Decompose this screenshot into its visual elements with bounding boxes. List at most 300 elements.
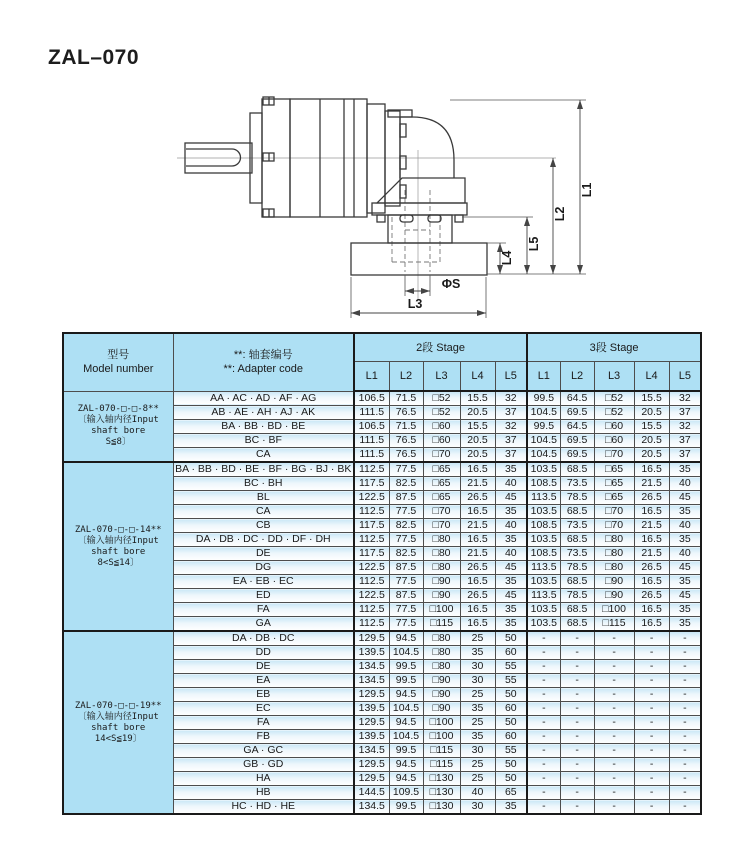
stage3-value-cell: - — [560, 730, 594, 744]
adapter-code-cell: DE — [173, 660, 354, 674]
stage3-value-cell: 108.5 — [527, 547, 560, 561]
stage2-value-cell: 15.5 — [460, 420, 495, 434]
stage3-value-cell: 78.5 — [560, 589, 594, 603]
stage2-value-cell: 25 — [460, 758, 495, 772]
stage3-value-cell: - — [669, 786, 701, 800]
col-header-l5: L5 — [669, 361, 701, 391]
stage3-value-cell: 103.5 — [527, 617, 560, 632]
adapter-code-cell: HC · HD · HE — [173, 800, 354, 815]
stage3-value-cell: 15.5 — [634, 391, 669, 406]
stage3-value-cell: 64.5 — [560, 391, 594, 406]
stage3-value-cell: - — [634, 688, 669, 702]
stage2-value-cell: 21.5 — [460, 547, 495, 561]
adapter-code-header — [173, 333, 354, 391]
stage3-value-cell: 68.5 — [560, 575, 594, 589]
stage3-value-cell: 26.5 — [634, 561, 669, 575]
stage2-value-cell: 139.5 — [354, 702, 389, 716]
gearbox-technical-drawing — [0, 0, 750, 335]
stage3-value-cell: 45 — [669, 589, 701, 603]
stage2-value-cell: 77.5 — [389, 462, 423, 477]
stage2-value-cell: □130 — [423, 786, 460, 800]
stage2-value-cell: □90 — [423, 674, 460, 688]
stage2-value-cell: 32 — [495, 391, 527, 406]
adapter-code-cell: GA — [173, 617, 354, 632]
stage2-value-cell: □100 — [423, 730, 460, 744]
dim-label-l2: L2 — [553, 206, 567, 222]
stage3-value-cell: 20.5 — [634, 406, 669, 420]
stage3-value-cell: - — [634, 660, 669, 674]
stage3-value-cell: □80 — [594, 533, 634, 547]
adapter-code-cell: DA · DB · DC — [173, 631, 354, 646]
stage2-value-cell: 20.5 — [460, 406, 495, 420]
stage3-value-cell: 99.5 — [527, 420, 560, 434]
adapter-header-en: **: Adapter code — [223, 363, 303, 376]
stage3-value-cell: 15.5 — [634, 420, 669, 434]
stage3-value-cell: - — [527, 800, 560, 815]
stage3-value-cell: 69.5 — [560, 406, 594, 420]
adapter-code-cell: GA · GC — [173, 744, 354, 758]
stage2-value-cell: 35 — [460, 730, 495, 744]
stage3-value-cell: - — [560, 660, 594, 674]
stage2-value-cell: □80 — [423, 660, 460, 674]
stage3-value-cell: 37 — [669, 448, 701, 463]
stage3-value-cell: - — [634, 758, 669, 772]
stage2-value-cell: 129.5 — [354, 716, 389, 730]
stage3-value-cell: - — [527, 631, 560, 646]
stage2-value-cell: 144.5 — [354, 786, 389, 800]
stage2-value-cell: 30 — [460, 800, 495, 815]
stage2-value-cell: 77.5 — [389, 575, 423, 589]
stage3-value-cell: 40 — [669, 477, 701, 491]
stage2-value-cell: 35 — [495, 462, 527, 477]
stage2-value-cell: 109.5 — [389, 786, 423, 800]
stage3-value-cell: - — [634, 772, 669, 786]
stage3-value-cell: 69.5 — [560, 448, 594, 463]
stage2-value-cell: □90 — [423, 575, 460, 589]
adapter-code-cell: BC · BH — [173, 477, 354, 491]
stage2-value-cell: 55 — [495, 744, 527, 758]
stage3-value-cell: □70 — [594, 505, 634, 519]
stage2-value-cell: 55 — [495, 660, 527, 674]
stage3-value-cell: - — [669, 660, 701, 674]
stage2-value-cell: 112.5 — [354, 462, 389, 477]
stage3-value-cell: 21.5 — [634, 519, 669, 533]
stage2-value-cell: □70 — [423, 448, 460, 463]
stage3-value-cell: □90 — [594, 589, 634, 603]
stage2-value-cell: □65 — [423, 491, 460, 505]
stage3-value-cell: 68.5 — [560, 617, 594, 632]
stage3-value-cell: 40 — [669, 519, 701, 533]
stage2-value-cell: 94.5 — [389, 631, 423, 646]
stage3-value-cell: □70 — [594, 519, 634, 533]
stage2-value-cell: □90 — [423, 688, 460, 702]
stage3-value-cell: - — [527, 772, 560, 786]
stage3-value-cell: - — [669, 800, 701, 815]
stage3-value-cell: - — [560, 800, 594, 815]
stage2-value-cell: 25 — [460, 716, 495, 730]
stage3-value-cell: 20.5 — [634, 434, 669, 448]
stage3-value-cell: - — [594, 744, 634, 758]
adapter-code-cell: EA · EB · EC — [173, 575, 354, 589]
stage3-value-cell: □70 — [594, 448, 634, 463]
stage2-value-cell: 71.5 — [389, 420, 423, 434]
stage2-value-cell: 40 — [495, 477, 527, 491]
stage3-value-cell: - — [560, 631, 594, 646]
stage2-value-cell: 129.5 — [354, 758, 389, 772]
stage3-value-cell: 73.5 — [560, 477, 594, 491]
stage2-value-cell: 106.5 — [354, 391, 389, 406]
stage2-value-cell: □115 — [423, 744, 460, 758]
stage3-value-cell: - — [560, 744, 594, 758]
adapter-header-zh: **: 轴套编号 — [233, 349, 293, 362]
model-header-zh: 型号 — [107, 349, 130, 362]
stage2-value-cell: □80 — [423, 646, 460, 660]
stage3-value-cell: □80 — [594, 561, 634, 575]
stage3-value-cell: 78.5 — [560, 561, 594, 575]
stage2-value-cell: 99.5 — [389, 744, 423, 758]
stage3-value-cell: 32 — [669, 391, 701, 406]
adapter-code-cell: EC — [173, 702, 354, 716]
stage3-value-cell: 35 — [669, 533, 701, 547]
adapter-code-cell: EA — [173, 674, 354, 688]
stage3-value-cell: 68.5 — [560, 533, 594, 547]
adapter-code-cell: HB — [173, 786, 354, 800]
stage3-value-cell: - — [594, 660, 634, 674]
stage2-value-cell: □80 — [423, 547, 460, 561]
stage2-value-cell: 139.5 — [354, 730, 389, 744]
stage2-value-cell: □52 — [423, 406, 460, 420]
stage3-value-cell: □60 — [594, 434, 634, 448]
stage3-value-cell: - — [669, 646, 701, 660]
col-header-l4: L4 — [460, 361, 495, 391]
stage3-value-cell: 103.5 — [527, 575, 560, 589]
stage2-value-cell: 99.5 — [389, 800, 423, 815]
stage2-value-cell: □65 — [423, 477, 460, 491]
stage2-value-cell: 94.5 — [389, 716, 423, 730]
stage3-value-cell: 108.5 — [527, 477, 560, 491]
stage3-value-cell: - — [669, 744, 701, 758]
stage2-value-cell: 37 — [495, 434, 527, 448]
stage2-value-cell: □90 — [423, 589, 460, 603]
stage3-value-cell: 64.5 — [560, 420, 594, 434]
dim-label-l3: L3 — [407, 297, 423, 311]
stage2-value-cell: 26.5 — [460, 561, 495, 575]
stage3-value-cell: - — [669, 674, 701, 688]
stage2-value-cell: 76.5 — [389, 434, 423, 448]
stage3-value-cell: - — [527, 730, 560, 744]
stage3-value-cell: - — [527, 688, 560, 702]
model-number-header — [63, 333, 173, 391]
table-body — [63, 391, 701, 814]
stage3-value-cell: 108.5 — [527, 519, 560, 533]
stage2-value-cell: 16.5 — [460, 462, 495, 477]
stage3-value-cell: □80 — [594, 547, 634, 561]
stage2-value-cell: 20.5 — [460, 448, 495, 463]
stage2-value-cell: 45 — [495, 491, 527, 505]
stage2-value-cell: 37 — [495, 448, 527, 463]
stage2-value-cell: 122.5 — [354, 491, 389, 505]
stage2-value-cell: □80 — [423, 533, 460, 547]
stage2-value-cell: 35 — [495, 800, 527, 815]
stage2-value-cell: 35 — [495, 603, 527, 617]
stage2-value-cell: □65 — [423, 462, 460, 477]
stage2-value-cell: 35 — [460, 646, 495, 660]
stage3-value-cell: 99.5 — [527, 391, 560, 406]
stage2-value-cell: 94.5 — [389, 772, 423, 786]
stage3-value-cell: 68.5 — [560, 462, 594, 477]
stage3-value-cell: - — [634, 702, 669, 716]
stage2-value-cell: 40 — [460, 786, 495, 800]
stage3-value-cell: □65 — [594, 462, 634, 477]
stage2-value-cell: 60 — [495, 702, 527, 716]
col-header-l5: L5 — [495, 361, 527, 391]
stage3-value-cell: 45 — [669, 561, 701, 575]
table-row — [63, 462, 701, 477]
stage3-value-cell: - — [594, 800, 634, 815]
col-header-l4: L4 — [634, 361, 669, 391]
stage2-value-cell: 99.5 — [389, 674, 423, 688]
stage3-value-cell: - — [634, 631, 669, 646]
stage2-value-cell: 26.5 — [460, 491, 495, 505]
stage2-value-cell: 37 — [495, 406, 527, 420]
stage2-value-cell: 55 — [495, 674, 527, 688]
stage3-value-cell: - — [634, 716, 669, 730]
stage3-value-cell: - — [669, 702, 701, 716]
stage2-value-cell: 99.5 — [389, 660, 423, 674]
model-header-en: Model number — [83, 363, 154, 376]
stage2-value-cell: 35 — [495, 505, 527, 519]
stage3-value-cell: 26.5 — [634, 491, 669, 505]
stage3-value-cell: 37 — [669, 434, 701, 448]
stage2-value-cell: 50 — [495, 716, 527, 730]
stage2-value-cell: 122.5 — [354, 561, 389, 575]
stage2-value-cell: 87.5 — [389, 491, 423, 505]
stage3-value-cell: - — [594, 716, 634, 730]
stage3-value-cell: - — [594, 702, 634, 716]
adapter-code-cell: DG — [173, 561, 354, 575]
adapter-code-cell: DD — [173, 646, 354, 660]
stage2-value-cell: 117.5 — [354, 547, 389, 561]
stage3-value-cell: 40 — [669, 547, 701, 561]
stage3-value-cell: □115 — [594, 617, 634, 632]
stage3-value-cell: - — [594, 730, 634, 744]
stage2-value-cell: □130 — [423, 800, 460, 815]
stage2-value-cell: 139.5 — [354, 646, 389, 660]
stage3-value-cell: □65 — [594, 477, 634, 491]
adapter-code-cell: AA · AC · AD · AF · AG — [173, 391, 354, 406]
adapter-code-cell: BC · BF — [173, 434, 354, 448]
stage2-value-cell: 104.5 — [389, 702, 423, 716]
stage2-value-cell: 82.5 — [389, 519, 423, 533]
stage2-value-cell: 16.5 — [460, 617, 495, 632]
stage2-value-cell: 20.5 — [460, 434, 495, 448]
stage2-value-cell: 111.5 — [354, 448, 389, 463]
stage3-value-cell: - — [669, 730, 701, 744]
stage2-value-cell: 129.5 — [354, 631, 389, 646]
stage3-value-cell: - — [527, 660, 560, 674]
col-header-l3: L3 — [594, 361, 634, 391]
page-title: ZAL–070 — [48, 46, 140, 69]
stage3-value-cell: - — [527, 716, 560, 730]
model-number-cell: ZAL-070-□-□-19** 〔输入轴内径Input shaft bore 14<S≦19〕 — [63, 631, 173, 814]
stage3-value-cell: 16.5 — [634, 575, 669, 589]
stage3-value-cell: - — [594, 674, 634, 688]
stage3-value-cell: 35 — [669, 462, 701, 477]
stage2-value-cell: □100 — [423, 603, 460, 617]
stage2-value-cell: 65 — [495, 786, 527, 800]
stage3-value-cell: - — [634, 786, 669, 800]
adapter-code-cell: CA — [173, 448, 354, 463]
stage2-value-cell: 111.5 — [354, 434, 389, 448]
stage2-value-cell: 112.5 — [354, 575, 389, 589]
stage2-value-cell: 35 — [495, 617, 527, 632]
stage3-value-cell: □52 — [594, 391, 634, 406]
stage3-value-cell: - — [594, 646, 634, 660]
stage2-value-cell: 45 — [495, 561, 527, 575]
stage3-value-cell: 104.5 — [527, 448, 560, 463]
dim-label-l1: L1 — [580, 182, 594, 198]
stage2-value-cell: 77.5 — [389, 533, 423, 547]
stage3-value-cell: 113.5 — [527, 491, 560, 505]
stage3-value-cell: - — [669, 772, 701, 786]
dimension-extension-lines — [351, 100, 586, 318]
stage3-value-cell: 73.5 — [560, 547, 594, 561]
stage3-value-cell: - — [527, 744, 560, 758]
stage3-value-cell: - — [594, 631, 634, 646]
stage2-value-cell: 35 — [460, 702, 495, 716]
stage2-value-cell: 35 — [495, 533, 527, 547]
stage2-value-cell: □115 — [423, 617, 460, 632]
stage3-value-cell: 16.5 — [634, 533, 669, 547]
stage2-value-cell: 112.5 — [354, 505, 389, 519]
stage3-value-cell: 69.5 — [560, 434, 594, 448]
stage2-value-cell: 112.5 — [354, 533, 389, 547]
adapter-code-cell: EB — [173, 688, 354, 702]
col-header-l2: L2 — [560, 361, 594, 391]
stage3-value-cell: 16.5 — [634, 505, 669, 519]
stage3-value-cell: - — [669, 688, 701, 702]
dimension-table — [62, 332, 702, 815]
adapter-code-cell: DE — [173, 547, 354, 561]
stage3-value-cell: 16.5 — [634, 462, 669, 477]
stage2-value-cell: 87.5 — [389, 561, 423, 575]
stage3-value-cell: 32 — [669, 420, 701, 434]
stage3-value-cell: □65 — [594, 491, 634, 505]
model-number-cell: ZAL-070-□-□-14** 〔输入轴内径Input shaft bore 8<S≦14〕 — [63, 462, 173, 631]
stage2-value-cell: 30 — [460, 660, 495, 674]
stage3-value-cell: - — [634, 744, 669, 758]
stage3-value-cell: - — [560, 716, 594, 730]
adapter-code-cell: BL — [173, 491, 354, 505]
stage2-value-cell: 50 — [495, 688, 527, 702]
adapter-code-cell: FB — [173, 730, 354, 744]
stage3-value-cell: - — [560, 646, 594, 660]
stage3-value-cell: - — [560, 688, 594, 702]
dim-label-l4: L4 — [500, 250, 514, 266]
adapter-code-cell: AB · AE · AH · AJ · AK — [173, 406, 354, 420]
dimension-labels — [408, 183, 594, 311]
stage2-value-cell: 111.5 — [354, 406, 389, 420]
adapter-code-cell: HA — [173, 772, 354, 786]
stage3-value-cell: 35 — [669, 575, 701, 589]
adapter-code-cell: FA — [173, 716, 354, 730]
stage2-value-cell: 16.5 — [460, 575, 495, 589]
adapter-code-cell: BA · BB · BD · BE — [173, 420, 354, 434]
stage3-value-cell: 103.5 — [527, 505, 560, 519]
stage-2-header: 2段 Stage — [354, 333, 527, 361]
stage3-value-cell: □52 — [594, 406, 634, 420]
stage2-value-cell: 122.5 — [354, 589, 389, 603]
stage3-value-cell: - — [560, 702, 594, 716]
stage3-value-cell: 21.5 — [634, 547, 669, 561]
stage3-value-cell: 21.5 — [634, 477, 669, 491]
gearbox-outline — [185, 97, 487, 275]
stage2-value-cell: 134.5 — [354, 660, 389, 674]
col-header-l1: L1 — [527, 361, 560, 391]
stage2-value-cell: 50 — [495, 758, 527, 772]
stage2-value-cell: □70 — [423, 519, 460, 533]
stage2-value-cell: 16.5 — [460, 603, 495, 617]
stage3-value-cell: 104.5 — [527, 434, 560, 448]
stage3-value-cell: 35 — [669, 505, 701, 519]
stage3-value-cell: 104.5 — [527, 406, 560, 420]
stage2-value-cell: 30 — [460, 674, 495, 688]
stage3-value-cell: - — [594, 786, 634, 800]
stage2-value-cell: □80 — [423, 631, 460, 646]
stage2-value-cell: 106.5 — [354, 420, 389, 434]
stage3-value-cell: - — [560, 772, 594, 786]
stage2-value-cell: 30 — [460, 744, 495, 758]
stage3-value-cell: - — [560, 786, 594, 800]
stage3-value-cell: 35 — [669, 603, 701, 617]
stage2-value-cell: 129.5 — [354, 688, 389, 702]
stage3-value-cell: - — [527, 702, 560, 716]
stage2-value-cell: 60 — [495, 730, 527, 744]
dim-label-l5: L5 — [527, 236, 541, 252]
stage3-value-cell: - — [669, 631, 701, 646]
stage2-value-cell: 77.5 — [389, 603, 423, 617]
adapter-code-cell: GB · GD — [173, 758, 354, 772]
table-row — [63, 391, 701, 406]
stage2-value-cell: 82.5 — [389, 547, 423, 561]
stage3-value-cell: 35 — [669, 617, 701, 632]
col-header-l3: L3 — [423, 361, 460, 391]
stage2-value-cell: 134.5 — [354, 744, 389, 758]
stage3-value-cell: - — [527, 758, 560, 772]
model-number-cell: ZAL-070-□-□-8** 〔输入轴内径Input shaft bore S≦8〕 — [63, 391, 173, 462]
stage3-value-cell: 68.5 — [560, 603, 594, 617]
stage3-value-cell: - — [594, 772, 634, 786]
stage2-value-cell: 94.5 — [389, 758, 423, 772]
stage3-value-cell: □100 — [594, 603, 634, 617]
stage3-value-cell: - — [634, 674, 669, 688]
stage2-value-cell: 117.5 — [354, 519, 389, 533]
col-header-l1: L1 — [354, 361, 389, 391]
stage3-value-cell: 16.5 — [634, 603, 669, 617]
stage3-value-cell: 78.5 — [560, 491, 594, 505]
stage2-value-cell: 134.5 — [354, 674, 389, 688]
stage3-value-cell: 20.5 — [634, 448, 669, 463]
stage3-value-cell: - — [634, 800, 669, 815]
stage2-value-cell: 77.5 — [389, 505, 423, 519]
stage2-value-cell: 77.5 — [389, 617, 423, 632]
stage3-value-cell: 73.5 — [560, 519, 594, 533]
adapter-code-cell: CB — [173, 519, 354, 533]
stage3-value-cell: - — [669, 716, 701, 730]
stage2-value-cell: 94.5 — [389, 688, 423, 702]
stage3-value-cell: - — [527, 674, 560, 688]
stage2-value-cell: 60 — [495, 646, 527, 660]
